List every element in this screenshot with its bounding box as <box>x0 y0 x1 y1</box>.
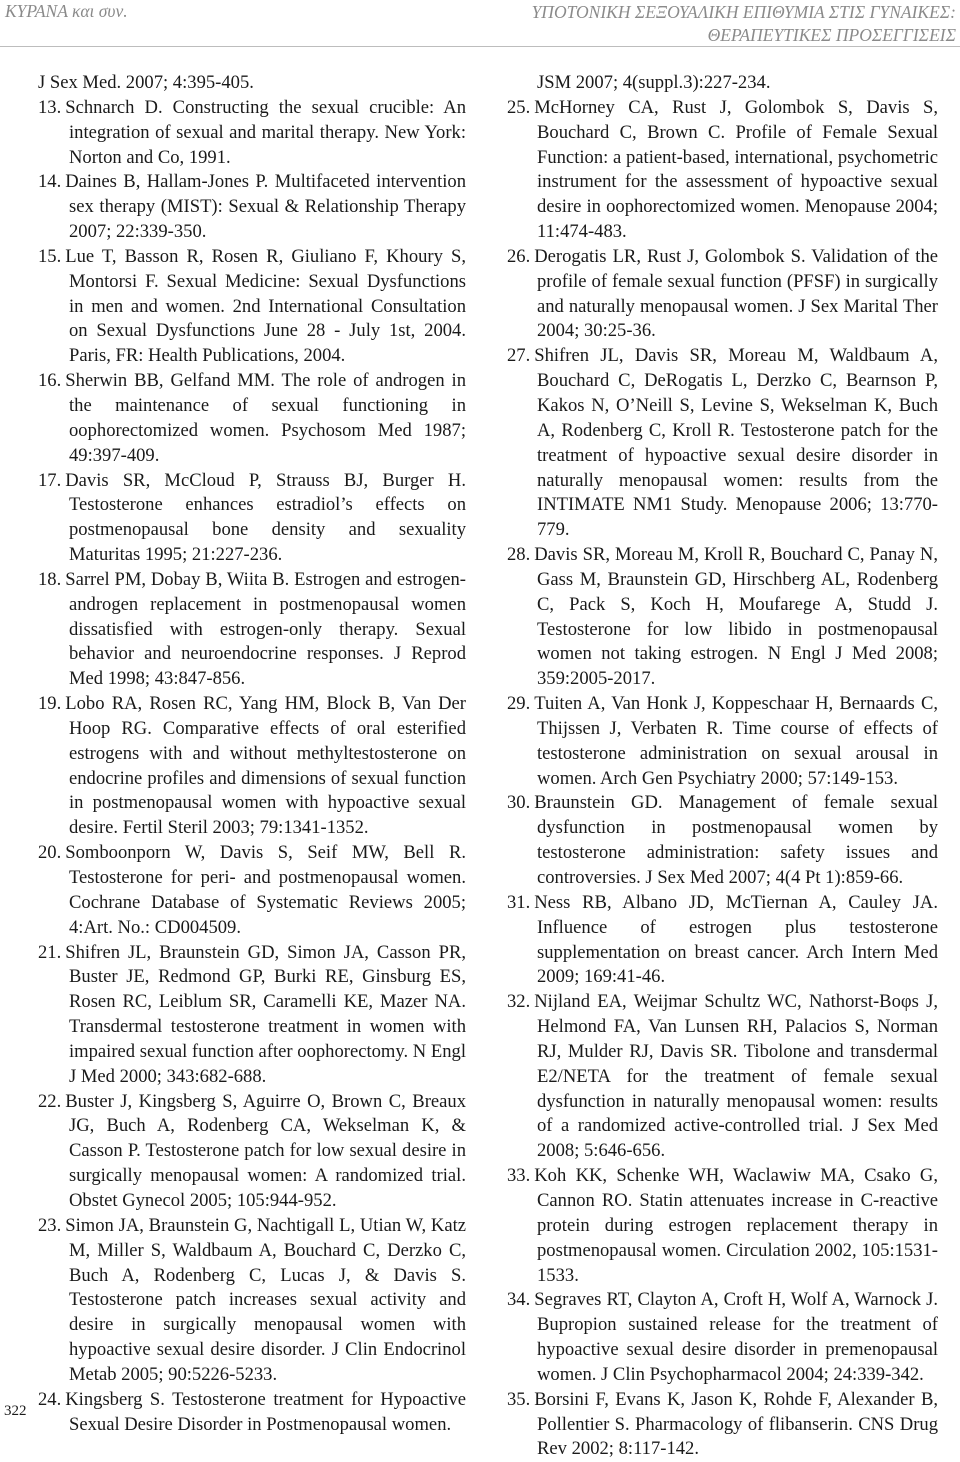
running-header <box>0 0 960 44</box>
reference-number: 20. <box>38 842 62 864</box>
reference-number: 31. <box>507 891 531 913</box>
reference-text: McHorney CA, Rust J, Golombok S, Davis S, Bouchard C, Brown C. Profile of Female Sexual Function: a patient-based, international, psychometric instrument for the assessment of hypoactive sexual desire in oophorectomized women. Menopause 2004; 11:474-483. <box>534 96 938 243</box>
reference-number: 16. <box>38 370 62 392</box>
reference-item <box>38 1090 466 1214</box>
reference-number: 28. <box>507 544 531 566</box>
reference-item <box>507 344 938 543</box>
reference-number: 30. <box>507 792 531 814</box>
reference-text: Somboonporn W, Davis S, Seif MW, Bell R. Testosterone for peri- and postmenopausal women. Cochrane Database of Systematic Reviews 2005; 4:Art. No.: CD004509. <box>65 842 466 938</box>
reference-item <box>38 245 466 369</box>
reference-text: Braunstein GD. Management of female sexual dysfunction in postmenopausal women by testosterone administration: safety issues and controversies. J Sex Med 2007; 4(4 Pt 1):859-66. <box>534 792 938 888</box>
reference-text: Borsini F, Evans K, Jason K, Rohde F, Alexander B, Pollentier S. Pharmacology of flibanserin. CNS Drug Rev 2002; 8:117-142. <box>534 1388 938 1460</box>
reference-item <box>507 543 938 692</box>
reference-text: Davis SR, McCloud P, Strauss BJ, Burger H. Testosterone enhances estradiol’s effects on postmenopausal bone density and sexuality Maturitas 1995; 21:227-236. <box>65 469 466 566</box>
reference-number: 14. <box>38 171 62 193</box>
reference-number: 19. <box>38 693 62 715</box>
reference-item <box>507 96 938 245</box>
reference-item <box>38 96 466 171</box>
reference-number: 33. <box>507 1165 531 1187</box>
reference-text: Davis SR, Moreau M, Kroll R, Bouchard C, Panay N, Gass M, Braunstein GD, Hirschberg AL, Rodenberg C, Pack S, Koch H, Moufarege A, Studd J. Testosterone for low libido in postmenopausal women not taking estrogen. N Engl J Med 2008; 359:2005-2017. <box>534 544 938 690</box>
reference-number: 21. <box>38 941 62 963</box>
reference-item <box>507 1388 938 1462</box>
reference-number: 13. <box>38 96 62 118</box>
reference-text: Sherwin BB, Gelfand MM. The role of androgen in the maintenance of sexual functioning in oophorectomized women. Psychosom Med 1987; 49:397-409. <box>65 370 466 466</box>
reference-text: Derogatis LR, Rust J, Golombok S. Validation of the profile of female sexual function (PFSF) in surgically and naturally menopausal women. J Sex Marital Ther 2004; 30:25-36. <box>534 245 938 342</box>
reference-item <box>507 692 938 791</box>
reference-item <box>38 469 466 568</box>
reference-text: Lobo RA, Rosen RC, Yang HM, Block B, Van Der Hoop RG. Comparative effects of oral esterified estrogens with and without methyltestosterone on endocrine profiles and dimensions of sexual function in postmenopausal women with hypoactive sexual desire. Fertil Steril 2003; 79:1341-1352. <box>65 693 466 839</box>
reference-item <box>507 891 938 990</box>
reference-text: Tuiten A, Van Honk J, Koppeschaar H, Bernaards C, Thijssen J, Verbaten R. Time course of effects of testosterone administration on sexual arousal in women. Arch Gen Psychiatry 2000; 57:149-153. <box>534 693 938 789</box>
references-left-column <box>38 71 466 1437</box>
header-title-line-1: ΥΠΟΤΟΝΙΚΗ ΣΕΞΟΥΑΛΙΚΗ ΕΠΙΘΥΜΙΑ ΣΤΙΣ ΓΥΝΑΙΚΕΣ: <box>531 2 956 22</box>
reference-number: 27. <box>507 345 531 367</box>
header-title-line-2: ΘΕΡΑΠΕΥΤΙΚΕΣ ΠΡΟΣΕΓΓΙΣΕΙΣ <box>707 25 956 45</box>
reference-continuation: J Sex Med. 2007; 4:395-405. <box>38 72 254 93</box>
reference-text: Ness RB, Albano JD, McTiernan A, Cauley JA. Influence of estrogen plus testosterone supplementation on breast cancer. Arch Intern Med 2009; 169:41-46. <box>534 891 938 988</box>
reference-text: Shifren JL, Braunstein GD, Simon JA, Casson PR, Buster JE, Redmond GP, Burki RE, Ginsburg ES, Rosen RC, Leiblum SR, Caramelli KE, Mazer NA. Transdermal testosterone treatment in women with impaired sexual function after oophorectomy. N Engl J Med 2000; 343:682-688. <box>65 941 466 1087</box>
reference-continuation: JSM 2007; 4(suppl.3):227-234. <box>537 72 771 93</box>
reference-list <box>507 96 938 1462</box>
reference-item <box>38 369 466 468</box>
reference-number: 35. <box>507 1388 531 1410</box>
reference-item <box>507 791 938 890</box>
reference-list <box>38 96 466 1438</box>
page-number: 322 <box>4 1403 27 1419</box>
reference-item <box>38 692 466 841</box>
reference-number: 34. <box>507 1289 531 1311</box>
reference-number: 24. <box>38 1388 62 1410</box>
reference-number: 15. <box>38 245 62 267</box>
reference-item <box>507 990 938 1164</box>
reference-number: 29. <box>507 693 531 715</box>
references-right-column <box>507 71 938 1462</box>
reference-text: Simon JA, Braunstein G, Nachtigall L, Utian W, Katz M, Miller S, Waldbaum A, Bouchard C, Derzko C, Buch A, Rodenberg C, Lucas J, & Davis S. Testosterone patch increases sexual activity and desire in surgically menopausal women with hypoactive sexual desire disorder. J Clin Endocrinol Metab 2005; 90:5226-5233. <box>65 1214 466 1385</box>
reference-text: Segraves RT, Clayton A, Croft H, Wolf A, Warnock J. Bupropion sustained release for the treatment of hypoactive sexual desire disorder in premenopausal women. J Clin Psychopharmacol 2004; 24:339-342. <box>534 1289 938 1385</box>
reference-number: 32. <box>507 991 531 1013</box>
reference-number: 23. <box>38 1214 62 1236</box>
reference-item <box>507 245 938 344</box>
reference-item <box>38 941 466 1090</box>
reference-text: Buster J, Kingsberg S, Aguirre O, Brown C, Breaux JG, Buch A, Rodenberg CA, Wekselman K, & Casson P. Testosterone patch for low sexual desire in surgically menopausal women: A randomized trial. Obstet Gynecol 2005; 105:944-952. <box>65 1090 466 1211</box>
reference-number: 17. <box>38 469 62 491</box>
reference-number: 25. <box>507 96 531 118</box>
reference-item <box>38 841 466 940</box>
reference-text: Lue T, Basson R, Rosen R, Giuliano F, Khoury S, Montorsi F. Sexual Medicine: Sexual Dysfunctions in men and women. 2nd International Consultation on Sexual Dysfunctions June 28 - July 1st, 2004. Paris, FR: Health Publications, 2004. <box>65 245 466 367</box>
reference-number: 26. <box>507 245 531 267</box>
reference-text: Kingsberg S. Testosterone treatment for Hypoactive Sexual Desire Disorder in Postmenopausal women. <box>65 1388 466 1435</box>
reference-text: Daines B, Hallam-Jones P. Multifaceted intervention sex therapy (MIST): Sexual & Relationship Therapy 2007; 22:339-350. <box>65 171 466 243</box>
reference-text: Nijland EA, Weijmar Schultz WC, Nathorst-Boφs J, Helmond FA, Van Lunsen RH, Palacios S, Norman RJ, Mulder RJ, Davis SR. Tibolone and transdermal E2/NETA for the treatment of female sexual dysfunction in naturally menopausal women: results of a randomized active-controlled trial. J Sex Med 2008; 5:646-656. <box>534 991 938 1162</box>
reference-text: Sarrel PM, Dobay B, Wiita B. Estrogen and estrogen-androgen replacement in postmenopausal women dissatisfied with estrogen-only therapy. Sexual behavior and neuroendocrine responses. J Reprod Med 1998; 43:847-856. <box>65 568 466 690</box>
reference-number: 18. <box>38 568 62 590</box>
reference-text: Shifren JL, Davis SR, Moreau M, Waldbaum A, Bouchard C, DeRogatis L, Derzko C, Bearnson P, Kakos N, O’Neill S, Levine S, Wekselman K, Buch A, Rodenberg C, Kroll R. Testosterone patch for the treatment of hypoactive sexual desire disorder in naturally menopausal women: results from the INTIMATE NM1 Study. Menopause 2006; 13:770-779. <box>534 345 938 541</box>
reference-item <box>38 1214 466 1388</box>
header-rule <box>0 46 960 47</box>
reference-text: Koh KK, Schenke WH, Waclawiw MA, Csako G, Cannon RO. Statin attenuates increase in C-reactive protein during estrogen replacement therapy in postmenopausal women. Circulation 2002, 105:1531-1533. <box>534 1165 938 1286</box>
header-authors: ΚΥΡΑΝΑ και συν. <box>5 1 128 21</box>
reference-item <box>507 1288 938 1387</box>
reference-item <box>38 1388 466 1438</box>
reference-item <box>38 170 466 245</box>
reference-item <box>38 568 466 692</box>
header-title <box>532 1 956 47</box>
reference-text: Schnarch D. Constructing the sexual crucible: An integration of sexual and marital therapy. New York: Norton and Co, 1991. <box>65 96 466 168</box>
reference-number: 22. <box>38 1090 62 1112</box>
reference-item <box>507 1164 938 1288</box>
